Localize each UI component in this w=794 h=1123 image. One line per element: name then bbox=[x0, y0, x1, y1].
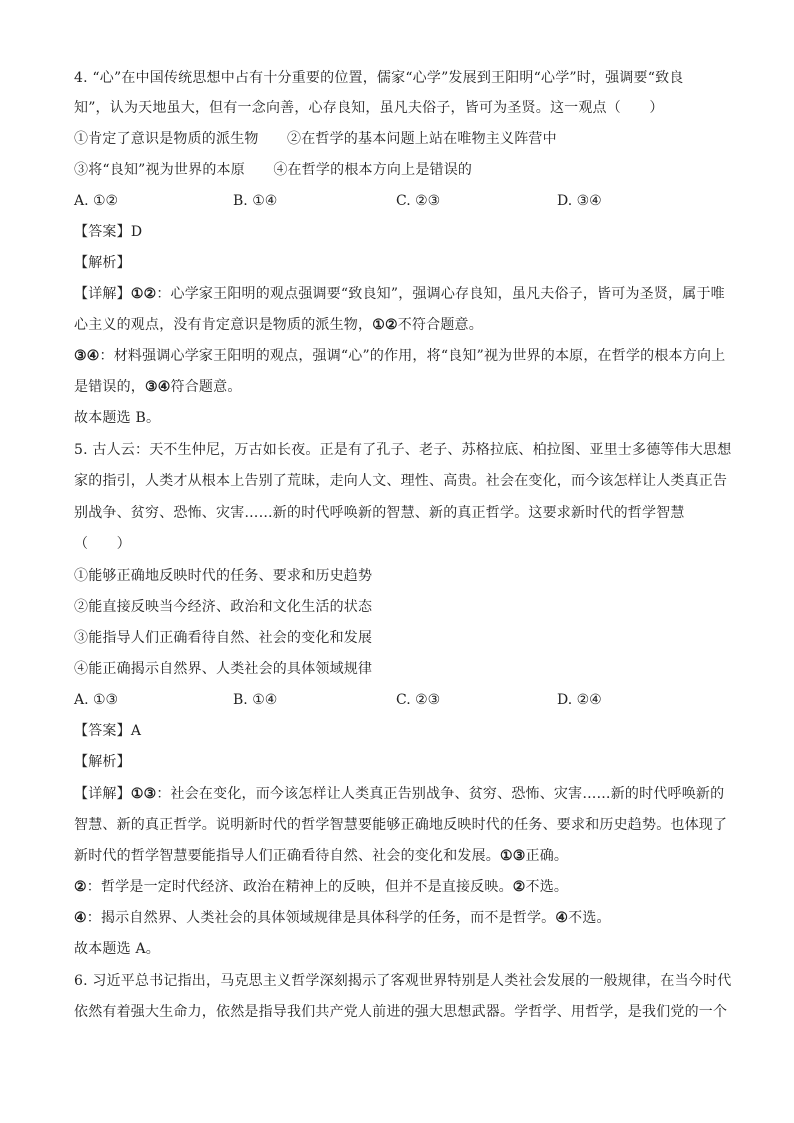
q5-item-2: ②能直接反映当今经济、政治和文化生活的状态 bbox=[74, 599, 373, 615]
q6-stem-line-2: 依然有着强大生命力，依然是指导我们共产党人前进的强大思想武器。学哲学、用哲学，是我们党的一个 bbox=[74, 1004, 728, 1020]
q4-answer-line bbox=[74, 222, 142, 242]
answer-value: A bbox=[130, 723, 142, 739]
q5-stem-line-4: （ ） bbox=[74, 536, 131, 552]
q5-item-4: ④能正确揭示自然界、人类社会的具体领域规律 bbox=[74, 661, 373, 677]
q4-analysis-tag: 【解析】 bbox=[74, 255, 131, 271]
detail-text: 心主义的观点，没有肯定意识是物质的派生物， bbox=[74, 317, 373, 333]
detail-text: 不选。 bbox=[568, 910, 611, 926]
detail-text: 不符合题意。 bbox=[397, 317, 483, 333]
detail-text: ：社会在变化，而今该怎样让人类真正告别战争、贫穷、恐怖、灾害……新的时代呼唤新的 bbox=[156, 786, 725, 802]
detail-lead: ② bbox=[74, 879, 87, 895]
q4-detail-line-4 bbox=[74, 377, 242, 397]
detail-tag: 【详解】 bbox=[74, 286, 131, 302]
detail-bold: ③④ bbox=[145, 379, 171, 395]
detail-lead: ①③ bbox=[130, 786, 157, 802]
detail-bold: ①③ bbox=[500, 848, 526, 864]
q5-detail-line-3 bbox=[74, 846, 568, 866]
answer-tag: 【答案】 bbox=[74, 224, 131, 240]
q4-option-a: A. ①② bbox=[74, 193, 119, 209]
q4-stem-line-1: 4. “心”在中国传统思想中占有十分重要的位置，儒家“心学”发展到王阳明“心学”时，强调要“致良 bbox=[74, 70, 684, 86]
q5-analysis-tag: 【解析】 bbox=[74, 754, 131, 770]
q5-detail-line-4 bbox=[74, 877, 568, 897]
detail-text: ：心学家王阳明的观点强调要“致良知”，强调心存良知，虽凡夫俗子，皆可为圣贤，属于唯 bbox=[156, 286, 725, 302]
q6-stem-line-1: 6. 习近平总书记指出，马克思主义哲学深刻揭示了客观世界特别是人类社会发展的一般规律，在当今时代 bbox=[74, 973, 732, 989]
detail-bold: ② bbox=[512, 879, 526, 895]
detail-bold: ①② bbox=[372, 317, 398, 333]
q5-answer-line bbox=[74, 721, 141, 741]
q5-item-1: ①能够正确地反映时代的任务、要求和历史趋势 bbox=[74, 568, 373, 584]
q5-option-c: C. ②③ bbox=[396, 692, 441, 708]
answer-tag: 【答案】 bbox=[74, 723, 131, 739]
detail-text: ：材料强调心学家王阳明的观点，强调“心”的作用，将“良知”视为世界的本原，在哲学的根本方向上 bbox=[99, 348, 726, 364]
q5-detail-line-2: 智慧、新的真正哲学。说明新时代的哲学智慧要能够正确地反映时代的任务、要求和历史趋势。也体现了 bbox=[74, 817, 728, 833]
q4-option-b: B. ①④ bbox=[233, 193, 278, 209]
detail-text: ：揭示自然界、人类社会的具体领域规律是具体科学的任务，而不是哲学。 bbox=[86, 910, 556, 926]
q4-option-d: D. ③④ bbox=[557, 193, 602, 209]
q5-conclusion: 故本题选 A。 bbox=[74, 941, 160, 957]
q4-items-line-1: ①肯定了意识是物质的派生物 ②在哲学的基本问题上站在唯物主义阵营中 bbox=[74, 131, 557, 147]
q5-option-b: B. ①④ bbox=[233, 692, 278, 708]
q5-detail-line-5 bbox=[74, 908, 611, 928]
q5-option-a: A. ①③ bbox=[74, 692, 119, 708]
detail-text: 符合题意。 bbox=[170, 379, 242, 395]
q4-detail-line-3 bbox=[74, 346, 725, 366]
q5-detail-line-1 bbox=[74, 784, 724, 804]
q4-detail-line-1 bbox=[74, 284, 725, 304]
q5-stem-line-3: 别战争、贫穷、恐怖、灾害……新的时代呼唤新的智慧、新的真正哲学。这要求新时代的哲学智慧 bbox=[74, 505, 685, 521]
q5-option-d: D. ②④ bbox=[557, 692, 602, 708]
q5-item-3: ③能指导人们正确看待自然、社会的变化和发展 bbox=[74, 630, 373, 646]
q4-stem-line-2: 知”，认为天地虽大，但有一念向善，心存良知，虽凡夫俗子，皆可为圣贤。这一观点（ ） bbox=[74, 100, 664, 116]
q5-stem-line-1: 5. 古人云：天不生仲尼，万古如长夜。正是有了孔子、老子、苏格拉底、柏拉图、亚里士多德等伟大思想 bbox=[74, 442, 732, 458]
detail-lead: ④ bbox=[74, 910, 87, 926]
q4-option-c: C. ②③ bbox=[396, 193, 441, 209]
detail-bold: ④ bbox=[555, 910, 569, 926]
answer-value: D bbox=[130, 224, 143, 240]
q4-detail-line-2 bbox=[74, 315, 483, 335]
detail-text: ：哲学是一定时代经济、政治在精神上的反映，但并不是直接反映。 bbox=[86, 879, 513, 895]
detail-lead: ③④ bbox=[74, 348, 100, 364]
detail-text: 正确。 bbox=[525, 848, 569, 864]
detail-text: 新时代的哲学智慧要能指导人们正确看待自然、社会的变化和发展。 bbox=[74, 848, 500, 864]
detail-lead: ①② bbox=[130, 286, 157, 302]
q4-items-line-2: ③将“良知”视为世界的本原 ④在哲学的根本方向上是错误的 bbox=[74, 162, 473, 178]
detail-tag: 【详解】 bbox=[74, 786, 131, 802]
detail-text: 是错误的， bbox=[74, 379, 145, 395]
q4-conclusion: 故本题选 B。 bbox=[74, 410, 161, 426]
detail-text: 不选。 bbox=[525, 879, 569, 895]
q5-stem-line-2: 家的指引，人类才从根本上告别了荒昧，走向人文、理性、高贵。社会在变化，而今该怎样让人类真正告 bbox=[74, 473, 728, 489]
